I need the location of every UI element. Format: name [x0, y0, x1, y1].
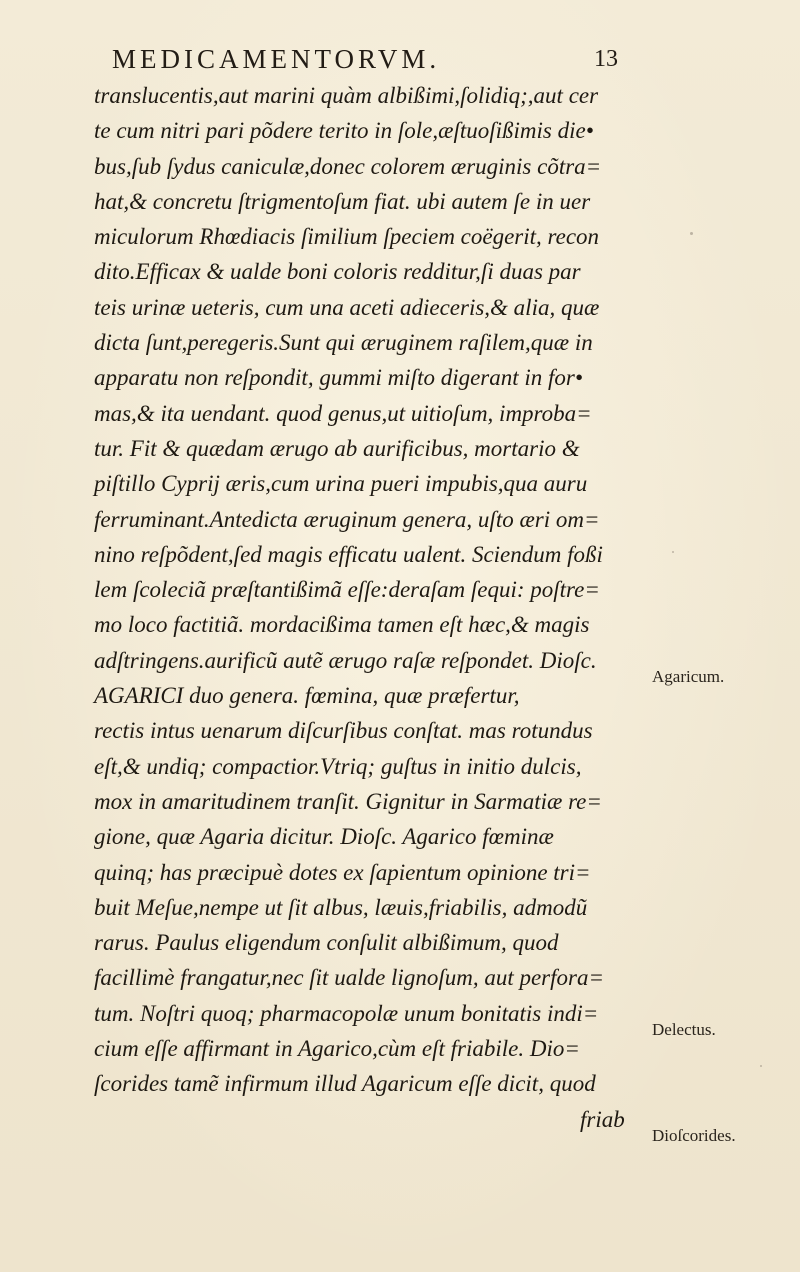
- running-title: MEDICAMENTORVM.: [112, 44, 441, 74]
- text-line: piſtillo Cyprij æris,cum urina pueri impubis,qua auru: [94, 471, 588, 497]
- text-line: ferruminant.Antedicta æruginum genera, uſto æri om=: [94, 506, 600, 532]
- text-line: adſtringens.aurificũ autẽ ærugo raſæ reſpondet. Dioſc.: [94, 647, 597, 673]
- text-line: rectis intus uenarum diſcurſibus conſtat. mas rotundus: [94, 718, 593, 744]
- catchword: friab: [580, 1106, 625, 1132]
- text-line: nino reſpõdent,ſed magis efficatu ualent. Sciendum foßi: [94, 541, 603, 567]
- text-line: tum. Noſtri quoq; pharmacopolæ unum bonitatis indi=: [94, 1000, 599, 1026]
- text-line: AGARICI duo genera. fœmina, quæ præfertur,: [94, 683, 520, 709]
- text-line: quinq; has præcipuè dotes ex ſapientum opinione tri=: [94, 859, 591, 885]
- page-header: [0, 38, 800, 78]
- text-line: rarus. Paulus eligendum conſulit albißimum, quod: [94, 930, 559, 956]
- text-line: buit Meſue,nempe ut ſit albus, læuis,friabilis, admodũ: [94, 894, 588, 920]
- text-line: bus,ſub ſydus caniculæ,donec colorem æruginis cõtra=: [94, 153, 602, 179]
- text-line: tur. Fit & quædam ærugo ab aurificibus, mortario &: [94, 435, 580, 461]
- paper-speck: [760, 1065, 762, 1067]
- text-line: eſt,& undiq; compactior.Vtriq; guſtus in initio dulcis,: [94, 753, 582, 779]
- page-number: 13: [594, 46, 618, 72]
- text-line: hat,& concretu ſtrigmentoſum fiat. ubi autem ſe in uer: [94, 188, 591, 214]
- text-line: miculorum Rhœdiacis ſimilium ſpeciem coëgerit, recon: [94, 224, 600, 250]
- paper-speck: [672, 551, 674, 553]
- text-line: lem ſcoleciã præſtantißimã eſſe:deraſam ſequi: poſtre=: [94, 577, 600, 603]
- text-line: gione, quæ Agaria dicitur. Dioſc. Agarico fœminæ: [94, 824, 554, 850]
- main-text-block: [94, 78, 644, 1137]
- text-line: apparatu non reſpondit, gummi miſto digerant in for•: [94, 365, 583, 391]
- text-line: facillimè frangatur,nec ſit ualde lignoſum, aut perfora=: [94, 965, 604, 991]
- text-line: mox in amaritudinem tranſit. Gignitur in Sarmatiæ re=: [94, 788, 602, 814]
- text-line: dito.Efficax & ualde boni coloris redditur,ſi duas par: [94, 259, 581, 285]
- margin-note-agaricum: Agaricum.: [652, 667, 725, 686]
- text-line: cium eſſe affirmant in Agarico,cùm eſt friabile. Dio=: [94, 1036, 580, 1062]
- margin-note-dioscorides: Dioſcorides.: [652, 1126, 736, 1145]
- text-line: translucentis,aut marini quàm albißimi,ſolidiq;,aut cer: [94, 83, 599, 108]
- text-line: mo loco factitiã. mordacißima tamen eſt hæc,& magis: [94, 612, 590, 638]
- text-line: ſcorides tamẽ infirmum illud Agaricum eſſe dicit, quod: [94, 1071, 596, 1097]
- text-line: dicta ſunt,peregeris.Sunt qui æruginem raſilem,quæ in: [94, 330, 593, 356]
- margin-note-delectus: Delectus.: [652, 1020, 716, 1039]
- text-line: te cum nitri pari põdere terito in ſole,æſtuoſißimis die•: [94, 118, 594, 144]
- paper-speck: [690, 232, 693, 235]
- text-line: teis urinæ ueteris, cum una aceti adieceris,& alia, quæ: [94, 294, 600, 320]
- text-line: mas,& ita uendant. quod genus,ut uitioſum, improba=: [94, 400, 592, 426]
